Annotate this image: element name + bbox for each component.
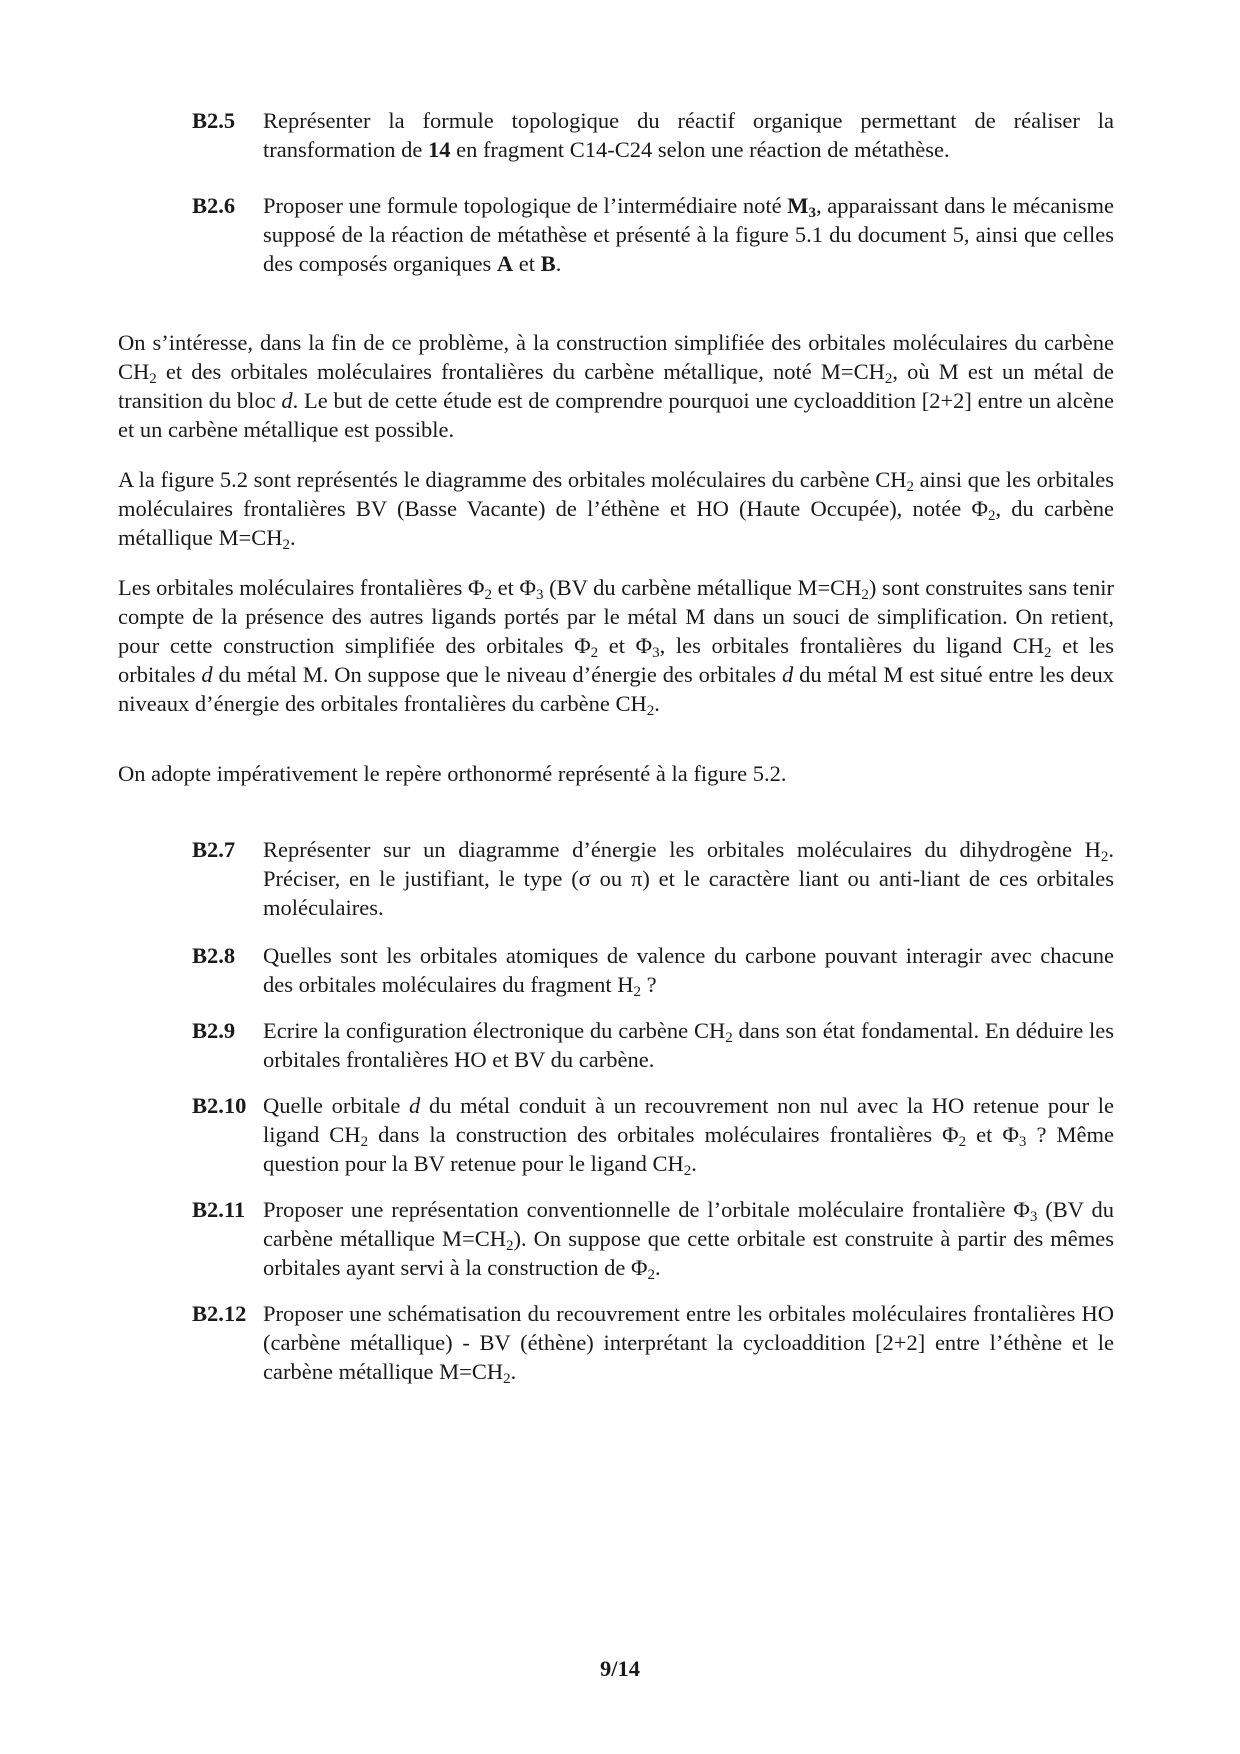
question-text: Représenter sur un diagramme d’énergie les orbitales moléculaires du dihydrogène $H_2$. Préciser, en le justifiant, le type (σ ou π) et le caractère liant ou anti-liant de ces orbitales moléculaires. [263,837,1114,920]
question-b2-10 [192,1091,1114,1178]
question-number: B2.10 [192,1093,247,1118]
question-number: B2.9 [192,1018,236,1043]
page-number: 9/14 [599,1656,640,1681]
question-b2-6 [192,191,1114,278]
question-text: Proposer une représentation conventionnelle de l’orbitale moléculaire frontalière $\Phi_3$ (BV du carbène métallique $M=CH_2$). On suppose que cette orbitale est construite à partir des mêmes orbitales ayant servi à la construction de $\Phi_2$. [263,1197,1115,1283]
figure-description-paragraph: A la figure 5.2 sont représentés le diagramme des orbitales moléculaires du carbène $CH_2$ ainsi que les orbitales moléculaires frontalières BV (Basse Vacante) de l’éthène et HO (Haute Occupée), notée $\Phi_2$, du carbène métallique $M=CH_2$. [118,467,1114,553]
question-b2-8 [192,941,1114,999]
question-b2-7 [192,835,1114,922]
question-text: Ecrire la configuration électronique du carbène $CH_2$ dans son état fondamental. En déduire les orbitales frontalières HO et BV du carbène. [263,1018,1114,1072]
question-text: Quelle orbitale d du métal conduit à un recouvrement non nul avec la HO retenue pour le ligand $CH_2$ dans la construction des orbitales moléculaires frontalières $\Phi_2$ et $\Phi_3$ ? Même question pour la BV retenue pour le ligand $CH_2$. [263,1093,1114,1179]
question-text: Proposer une formule topologique de l’intermédiaire noté $M_3$, apparaissant dans le mécanisme supposé de la réaction de métathèse et présenté à la figure 5.1 du document 5, ainsi que celles des composés organiques A et B. [263,193,1114,276]
question-b2-11 [192,1195,1114,1282]
question-number: B2.11 [192,1197,246,1222]
question-text: Proposer une schématisation du recouvrement entre les orbitales moléculaires frontalières HO (carbène métallique) - BV (éthène) interprétant la cycloaddition [2+2] entre l’éthène et le carbène métallique $M=CH_2$. [263,1301,1114,1387]
question-b2-5 [192,106,1114,164]
question-number: B2.7 [192,837,236,862]
question-b2-12 [192,1299,1114,1386]
question-number: B2.6 [192,193,236,218]
question-text: Représenter la formule topologique du réactif organique permettant de réaliser la transformation de 14 en fragment C14-C24 selon une réaction de métathèse. [263,108,1114,162]
question-text: Quelles sont les orbitales atomiques de valence du carbone pouvant interagir avec chacune des orbitales moléculaires du fragment $H_2$ ? [263,943,1114,1000]
axes-paragraph: On adopte impérativement le repère orthonormé représenté à la figure 5.2. [118,761,787,786]
question-b2-9 [192,1016,1114,1074]
question-number: B2.5 [192,108,236,133]
question-number: B2.12 [192,1301,247,1326]
intro-paragraph: On s’intéresse, dans la fin de ce problème, à la construction simplifiée des orbitales moléculaires du carbène $CH_2$ et des orbitales moléculaires frontalières du carbène métallique, noté $M=CH_2$, où M est un métal de transition du bloc d. Le but de cette étude est de comprendre pourquoi une cycloaddition [2+2] entre un alcène et un carbène métallique est possible. [118,330,1115,442]
construction-paragraph: Les orbitales moléculaires frontalières $\Phi_2$ et $\Phi_3$ (BV du carbène métallique $M=CH_2$) sont construites sans tenir compte de la présence des autres ligands portés par le métal M dans un souci de simplification. On retient, pour cette construction simplifiée des orbitales $\Phi_2$ et $\Phi_3$, les orbitales frontalières du ligand $CH_2$ et les orbitales d du métal M. On suppose que le niveau d’énergie des orbitales d du métal M est situé entre les deux niveaux d’énergie des orbitales frontalières du carbène $CH_2$. [118,575,1115,719]
question-number: B2.8 [192,943,236,968]
